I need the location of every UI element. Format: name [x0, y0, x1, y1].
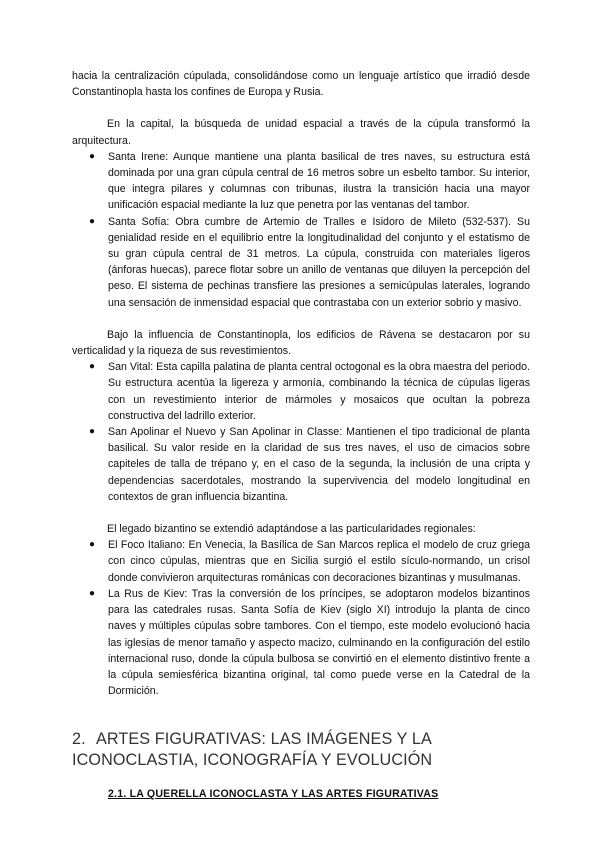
list-item-text: La Rus de Kiev: Tras la conversión de los príncipes, se adoptaron modelos bizantinos para las catedrales rusas. Santa Sofía de Kiev (siglo XI) introdujo la planta de cinco naves y múltiples cúpulas sobre tambores. Con el tiempo, este modelo evolucionó hacia las iglesias de menor tamaño y aspecto macizo, culminando en la configuración del estilo internacional ruso, donde la cúpula bulbosa se convirtió en el elemento distintivo frente a la cúpula semiesférica bizantina original, tal como puede verse en la Catedral de la Dormición. — [108, 587, 530, 698]
list-item — [72, 586, 530, 699]
page-content — [72, 68, 530, 800]
paragraph-legacy: El legado bizantino se extendió adaptándose a las particularidades regionales: — [107, 523, 476, 536]
section-heading — [72, 729, 530, 770]
bullet-icon: ● — [89, 587, 96, 599]
list-item-text: Santa Irene: Aunque mantiene una planta basilical de tres naves, su estructura está dominada por una gran cúpula central de 16 metros sobre un esbelto tambor. Su interior, que integra pilares y columnas con tribunas, ilustra la transición hacia una mayor unificación espacial mediante la luz que penetra por las ventanas del tambor. — [108, 150, 530, 212]
list-item — [72, 214, 530, 311]
list-item-text: Santa Sofía: Obra cumbre de Artemio de Tralles e Isidoro de Mileto (532-537). Su genialidad reside en el equilibrio entre la longitudinalidad del conjunto y el estatismo de su gran cúpula central de 31 metros. La cúpula, construida con materiales ligeros (ánforas huecas), parece flotar sobre un anillo de ventanas que diluyen la percepción del peso. El sistema de pechinas transfiere las presiones a semicúpulas laterales, logrando una sensación de inmensidad espacial que contrastaba con un exterior sobrio y masivo. — [108, 215, 530, 309]
list-item — [72, 359, 530, 424]
list-item-text: El Foco Italiano: En Venecia, la Basílica de San Marcos replica el modelo de cruz griega con cinco cúpulas, mientras que en Sicilia surgió el estilo sículo-normando, un crisol donde convivieron arquitecturas románicas con decoraciones bizantinas y musulmanas. — [108, 539, 530, 584]
bullet-icon: ● — [89, 150, 96, 162]
list-item — [72, 424, 530, 505]
bullet-icon: ● — [89, 426, 96, 438]
bullet-icon: ● — [89, 539, 96, 551]
paragraph-intro: hacia la centralización cúpulada, consolidándose como un lenguaje artístico que irradió desde Constantinopla hasta los confines de Europa y Rusia. — [72, 70, 530, 99]
list-item-text: San Apolinar el Nuevo y San Apolinar in Classe: Mantienen el tipo tradicional de planta basilical. Su valor reside en la claridad de sus tres naves, el uso de cimacios sobre capiteles de talla de trépano y, en el caso de la segunda, la inclusión de una cripta y dependencias sacerdotales, mostrando la supervivencia del modelo longitudinal en contextos de gran influencia bizantina. — [108, 426, 530, 503]
paragraph-ravenna: Bajo la influencia de Constantinopla, los edificios de Rávena se destacaron por su verticalidad y la riqueza de sus revestimientos. — [72, 328, 530, 358]
bullet-icon: ● — [89, 361, 96, 373]
list-constantinople — [72, 149, 530, 311]
paragraph-capital: En la capital, la búsqueda de unidad espacial a través de la cúpula transformó la arquitectura. — [72, 118, 530, 147]
list-regional — [72, 537, 530, 699]
list-item-text: San Vital: Esta capilla palatina de planta central octogonal es la obra maestra del periodo. Su estructura acentúa la ligereza y armonía, combinando la técnica de cúpulas ligeras con un revestimiento interior de mármoles y mosaicos que ocultan la pobreza constructiva del ladrillo exterior. — [108, 361, 530, 422]
list-item — [72, 537, 530, 586]
bullet-icon: ● — [89, 215, 96, 227]
subsection-heading: 2.1. LA QUERELLA ICONOCLASTA Y LAS ARTES FIGURATIVAS — [108, 788, 439, 801]
section-title: ARTES FIGURATIVAS: LAS IMÁGENES Y LA ICONOCLASTIA, ICONOGRAFÍA Y EVOLUCIÓN — [72, 730, 433, 769]
list-item — [72, 149, 530, 214]
list-ravenna — [72, 359, 530, 505]
section-number: 2. — [72, 730, 86, 749]
